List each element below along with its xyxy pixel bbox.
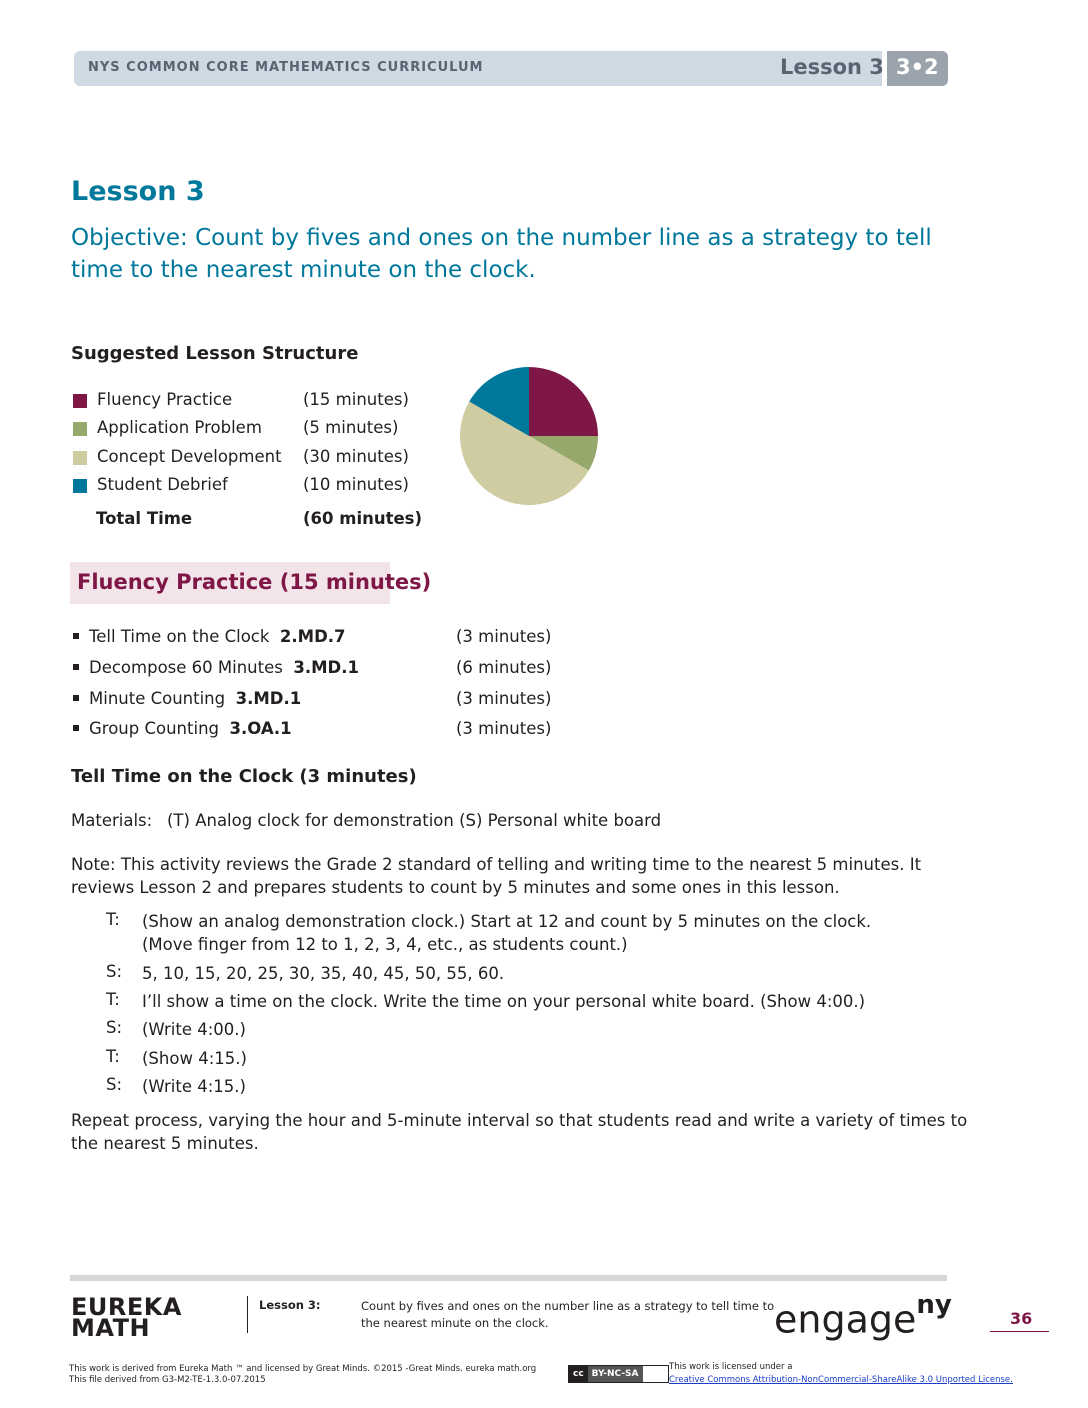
fluency-item-duration: (3 minutes)	[456, 627, 552, 646]
bullet-icon	[73, 725, 79, 731]
note-line-2: reviews Lesson 2 and prepares students to count by 5 minutes and some ones in this lesson.	[71, 878, 840, 897]
dialogue-line	[142, 910, 942, 956]
page-number: 36	[1010, 1309, 1033, 1328]
dialogue-text: (Write 4:00.)	[142, 1020, 246, 1039]
derived-note-2: This file derived from G3-M2-TE-1.3.0-07.2015	[69, 1375, 266, 1385]
license-link[interactable]: Creative Commons Attribution-NonCommercial-ShareAlike 3.0 Unported License.	[669, 1375, 1013, 1385]
curriculum-title: NYS COMMON CORE MATHEMATICS CURRICULUM	[88, 60, 484, 75]
fluency-item-name: Group Counting	[89, 719, 219, 738]
grade-module-label: 3•2	[896, 55, 939, 79]
legend-label: Fluency Practice	[97, 390, 233, 409]
dialogue-speaker: T:	[106, 990, 120, 1009]
fluency-item-name: Minute Counting	[89, 689, 226, 708]
pie-slice-fluency-practice	[529, 367, 598, 436]
fluency-item-duration: (6 minutes)	[456, 658, 552, 677]
bullet-icon	[73, 633, 79, 639]
bullet-icon	[73, 695, 79, 701]
footer-separator	[247, 1296, 248, 1333]
legend-swatch	[73, 422, 87, 436]
lesson-objective: Objective: Count by fives and ones on the number line as a strategy to tell time to the nearest minute on the clock.	[71, 225, 932, 283]
engage-text: engage	[774, 1297, 917, 1342]
dialogue-speaker: T:	[106, 1047, 120, 1066]
fluency-item-duration: (3 minutes)	[456, 689, 552, 708]
materials-label: Materials:	[71, 811, 153, 830]
legend-duration: (5 minutes)	[303, 418, 399, 437]
dialogue-text: I’ll show a time on the clock. Write the time on your personal white board. (Show 4:00.)	[142, 992, 866, 1011]
fluency-item-duration: (3 minutes)	[456, 719, 552, 738]
page-number-rule	[990, 1331, 1049, 1332]
fluency-item-standard: 3.OA.1	[229, 719, 292, 738]
legend-label: Student Debrief	[97, 475, 228, 494]
legend-duration: (15 minutes)	[303, 390, 409, 409]
footer-lesson-label: Lesson 3:	[259, 1298, 321, 1312]
ny-text: ny	[916, 1290, 952, 1320]
engageny-logo	[774, 1290, 952, 1342]
lesson-structure-pie-chart	[458, 365, 600, 507]
legend-label: Application Problem	[97, 418, 262, 437]
legend-label: Concept Development	[97, 447, 282, 466]
eureka-math-logo	[71, 1293, 182, 1342]
total-time-label: Total Time	[96, 509, 193, 528]
structure-heading: Suggested Lesson Structure	[71, 343, 359, 364]
creative-commons-badge	[568, 1365, 669, 1383]
fluency-item	[73, 719, 292, 738]
legend-swatch	[73, 394, 87, 408]
fluency-heading: Fluency Practice (15 minutes)	[77, 570, 432, 594]
legend-duration: (10 minutes)	[303, 475, 409, 494]
materials-text: (T) Analog clock for demonstration (S) Personal white board	[167, 811, 662, 830]
dialogue-speaker: T:	[106, 910, 120, 929]
derived-note-1: This work is derived from Eureka Math ™ and licensed by Great Minds. ©2015 -Great Minds. eureka math.org	[69, 1364, 537, 1374]
logo-line: MATH	[71, 1314, 151, 1342]
dialogue-text: (Show an analog demonstration clock.) Start at 12 and count by 5 minutes on the clock.	[142, 912, 872, 931]
fluency-item-name: Tell Time on the Clock	[89, 627, 270, 646]
fluency-item	[73, 658, 359, 677]
header-lesson-label: Lesson 3	[780, 55, 884, 79]
dialogue-text: (Show 4:15.)	[142, 1049, 247, 1068]
footer-objective-line: the nearest minute on the clock.	[361, 1316, 549, 1330]
fluency-item-standard: 3.MD.1	[235, 689, 302, 708]
cc-icon: cc	[569, 1366, 588, 1382]
footer-objective	[361, 1298, 781, 1332]
fluency-item-standard: 3.MD.1	[293, 658, 359, 677]
note-line-1: Note: This activity reviews the Grade 2 standard of telling and writing time to the nearest 5 minutes. It	[71, 855, 922, 874]
fluency-item-name: Decompose 60 Minutes	[89, 658, 283, 677]
total-time-duration: (60 minutes)	[303, 509, 423, 528]
fluency-item	[73, 627, 346, 646]
dialogue-text: (Move finger from 12 to 1, 2, 3, 4, etc., as students count.)	[142, 935, 628, 954]
dialogue-text: (Write 4:15.)	[142, 1077, 246, 1096]
fluency-item	[73, 689, 301, 708]
repeat-line-2: the nearest 5 minutes.	[71, 1134, 259, 1153]
legend-swatch	[73, 451, 87, 465]
legend-swatch	[73, 479, 87, 493]
dialogue-speaker: S:	[106, 962, 123, 981]
legend-duration: (30 minutes)	[303, 447, 409, 466]
fluency-item-standard: 2.MD.7	[279, 627, 346, 646]
lesson-title: Lesson 3	[71, 176, 205, 207]
license-text: This work is licensed under a	[669, 1362, 793, 1372]
footer-divider	[70, 1275, 947, 1281]
footer-objective-line: Count by fives and ones on the number line as a strategy to tell time to	[361, 1299, 775, 1313]
dialogue-speaker: S:	[106, 1075, 123, 1094]
dialogue-text: 5, 10, 15, 20, 25, 30, 35, 40, 45, 50, 55, 60.	[142, 964, 505, 983]
license-type: BY-NC-SA	[588, 1366, 643, 1382]
logo-line: EUREKA	[71, 1293, 182, 1321]
repeat-line-1: Repeat process, varying the hour and 5-minute interval so that students read and write a variety of times to	[71, 1111, 968, 1130]
dialogue-speaker: S:	[106, 1018, 123, 1037]
activity-heading: Tell Time on the Clock (3 minutes)	[71, 766, 417, 787]
bullet-icon	[73, 664, 79, 670]
